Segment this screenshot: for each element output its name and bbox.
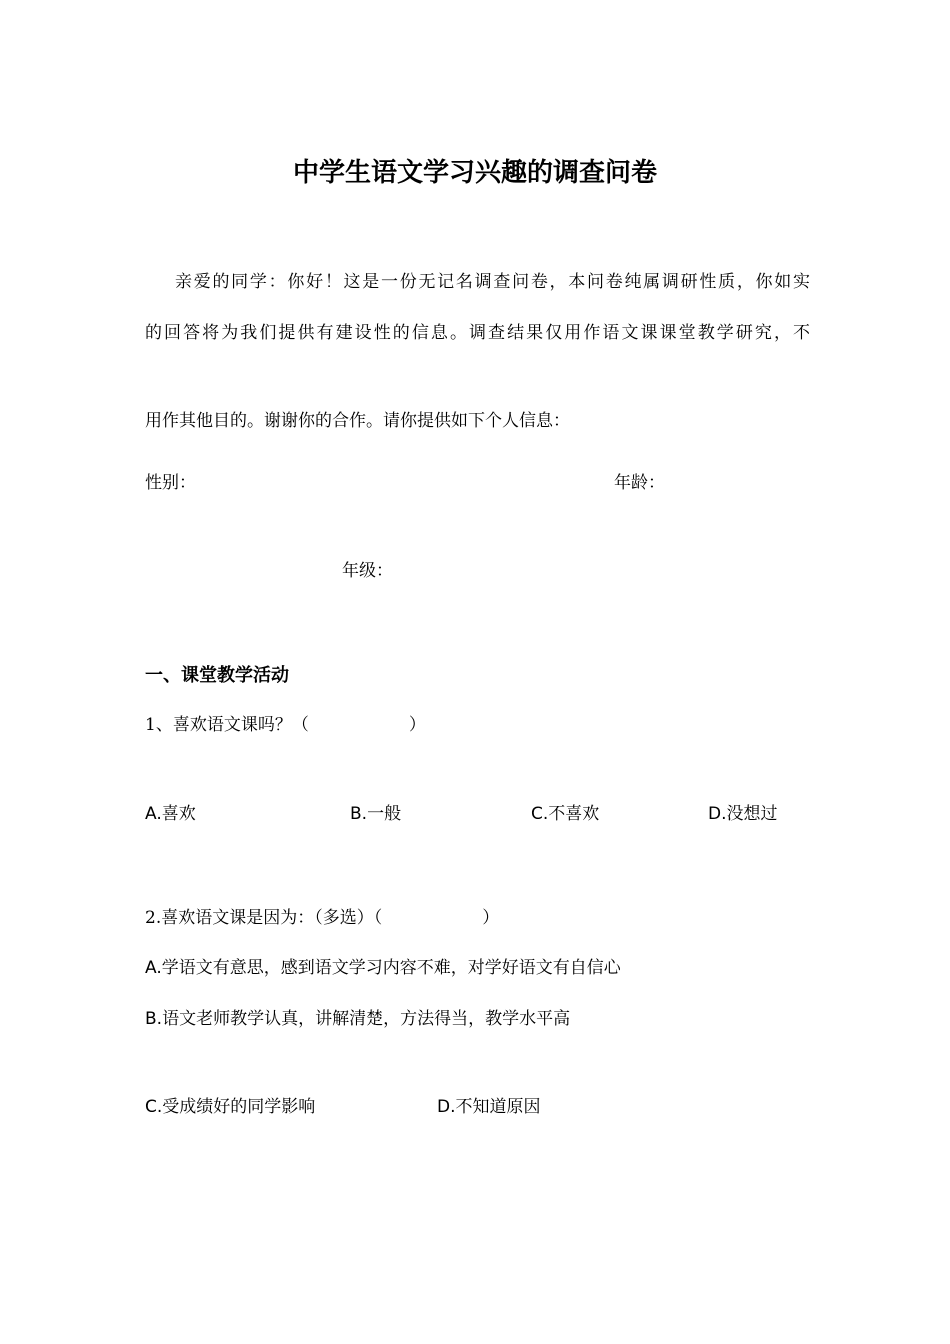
- question-1: [145, 717, 426, 734]
- question-1-option-a: A.喜欢: [145, 804, 196, 824]
- question-1-option-b: B.一般: [350, 804, 402, 824]
- question-1-label: 1、喜欢语文课吗？（: [145, 715, 309, 735]
- question-1-option-c: C.不喜欢: [531, 804, 600, 824]
- intro-line-1: 亲爱的同学：你好！这是一份无记名调查问卷，本问卷纯属调研性质，你如实: [175, 272, 810, 292]
- gender-field-label: 性别：: [145, 473, 196, 493]
- document-title: 中学生语文学习兴趣的调查问卷: [292, 158, 657, 188]
- intro-line-2: 的回答将为我们提供有建设性的信息。调查结果仅用作语文课课堂教学研究，不: [145, 323, 810, 343]
- question-1-close: ）: [408, 715, 426, 735]
- question-2-label: 2.喜欢语文课是因为：（多选）（: [145, 908, 383, 928]
- age-field-label: 年龄：: [614, 473, 665, 493]
- question-2-option-c: C.受成绩好的同学影响: [145, 1097, 316, 1117]
- question-2-close: ）: [482, 908, 500, 928]
- question-2: [145, 910, 499, 927]
- question-2-option-a: A.学语文有意思，感到语文学习内容不难，对学好语文有自信心: [145, 958, 621, 978]
- question-2-option-d: D.不知道原因: [437, 1097, 541, 1117]
- question-2-option-b: B.语文老师教学认真，讲解清楚，方法得当，教学水平高: [145, 1009, 571, 1029]
- grade-field-label: 年级：: [342, 561, 393, 581]
- intro-line-3: 用作其他目的。谢谢你的合作。请你提供如下个人信息：: [145, 411, 570, 431]
- question-1-option-d: D.没想过: [708, 804, 778, 824]
- section-heading: 一、课堂教学活动: [145, 665, 289, 686]
